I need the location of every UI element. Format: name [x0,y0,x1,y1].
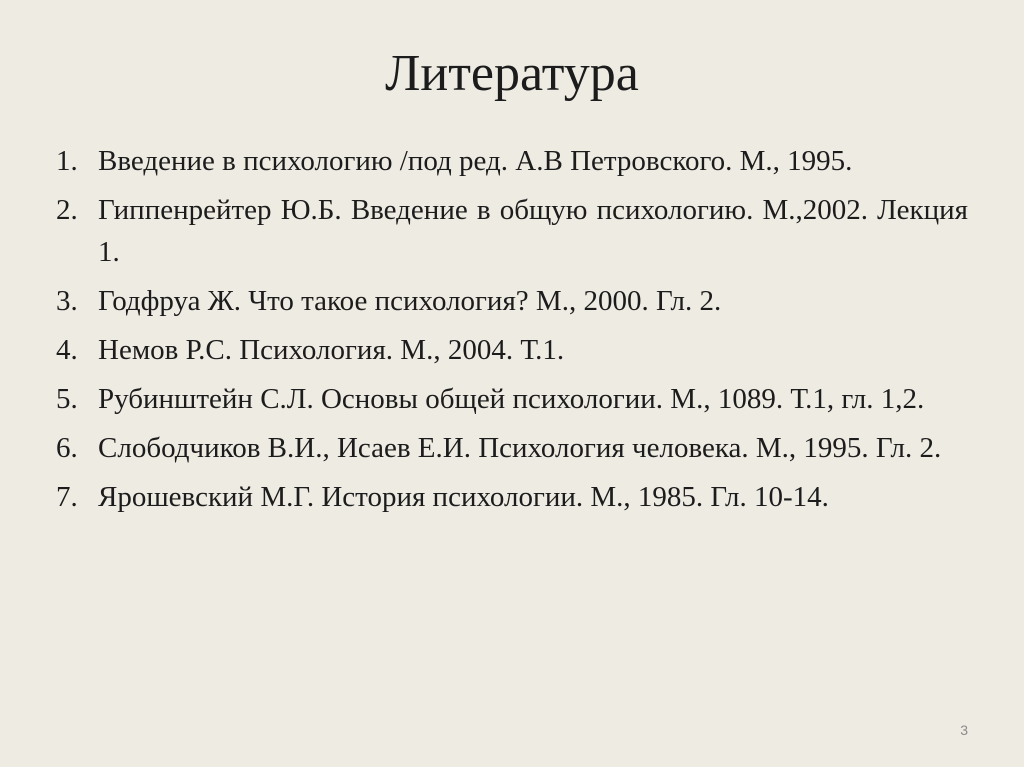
reference-number: 4. [56,334,78,366]
reference-text: Ярошевский М.Г. История психологии. М., 1985. Гл. 10-14. [98,481,829,513]
reference-item [56,140,968,182]
reference-text: Слободчиков В.И., Исаев Е.И. Психология человека. М., 1995. Гл. 2. [98,432,942,464]
page-number: 3 [960,722,968,738]
reference-item [56,189,968,273]
reference-text: Годфруа Ж. Что такое психология? М., 2000. Гл. 2. [98,285,722,317]
slide-title: Литература [385,45,639,102]
reference-list [56,140,968,525]
reference-number: 7. [56,481,78,513]
reference-item [56,329,968,371]
reference-item [56,378,968,420]
reference-item [56,476,968,518]
reference-text: Введение в психологию /под ред. А.В Петровского. М., 1995. [98,145,853,177]
reference-text: Немов Р.С. Психология. М., 2004. Т.1. [98,334,565,366]
reference-text: Рубинштейн С.Л. Основы общей психологии. М., 1089. Т.1, гл. 1,2. [98,383,925,415]
reference-number: 3. [56,285,78,317]
reference-text: Гиппенрейтер Ю.Б. Введение в общую психологию. М.,2002. Лекция 1. [98,194,968,268]
reference-number: 5. [56,383,78,415]
reference-item [56,427,968,469]
reference-number: 2. [56,194,78,226]
reference-item [56,280,968,322]
reference-number: 6. [56,432,78,464]
reference-number: 1. [56,145,78,177]
